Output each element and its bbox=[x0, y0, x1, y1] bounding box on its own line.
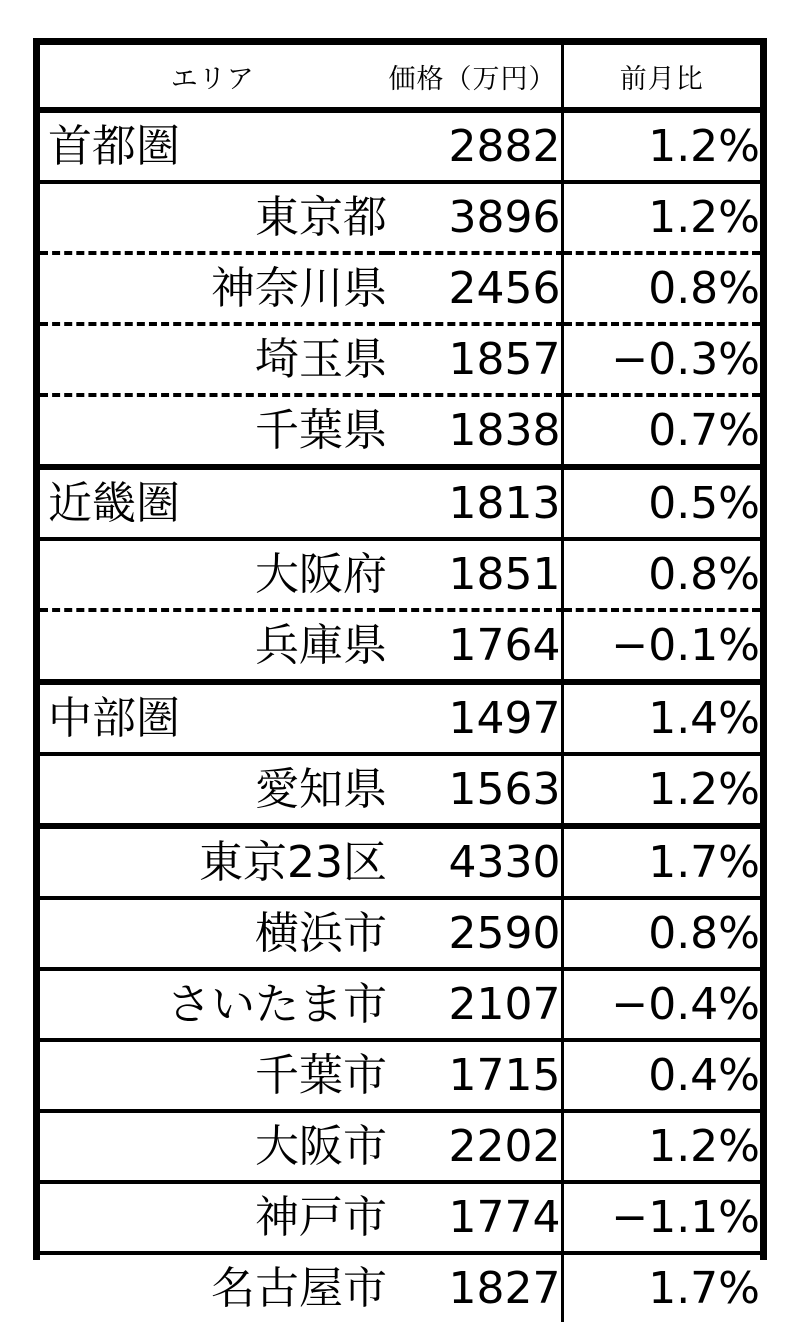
cell-area: 神奈川県 bbox=[40, 253, 387, 324]
cell-price: 2590 bbox=[387, 898, 562, 969]
cell-area: 大阪市 bbox=[40, 1111, 387, 1182]
column-header-price: 価格（万円） bbox=[387, 45, 562, 110]
cell-price: 3896 bbox=[387, 182, 562, 253]
cell-delta: 1.2% bbox=[562, 754, 760, 826]
cell-price: 1851 bbox=[387, 539, 562, 610]
cell-area: 愛知県 bbox=[40, 754, 387, 826]
table-row bbox=[40, 253, 760, 324]
cell-price: 1838 bbox=[387, 395, 562, 467]
table-header bbox=[40, 45, 760, 110]
cell-delta: 1.2% bbox=[562, 1111, 760, 1182]
table-row bbox=[40, 467, 760, 539]
cell-price: 1497 bbox=[387, 682, 562, 754]
cell-delta: −0.3% bbox=[562, 324, 760, 395]
table-header-row bbox=[40, 45, 760, 110]
cell-delta: −1.1% bbox=[562, 1182, 760, 1253]
table-row bbox=[40, 1182, 760, 1253]
cell-price: 1857 bbox=[387, 324, 562, 395]
table-row bbox=[40, 754, 760, 826]
table-row bbox=[40, 539, 760, 610]
cell-price: 2882 bbox=[387, 110, 562, 182]
cell-delta: 0.8% bbox=[562, 539, 760, 610]
cell-area: 首都圏 bbox=[40, 110, 387, 182]
cell-delta: 1.4% bbox=[562, 682, 760, 754]
table-row bbox=[40, 110, 760, 182]
column-header-delta: 前月比 bbox=[562, 45, 760, 110]
table-body bbox=[40, 110, 760, 1322]
cell-price: 1774 bbox=[387, 1182, 562, 1253]
table-row bbox=[40, 1253, 760, 1322]
cell-area: 千葉市 bbox=[40, 1040, 387, 1111]
table-row bbox=[40, 182, 760, 253]
price-table-container bbox=[33, 38, 767, 1314]
table-row bbox=[40, 324, 760, 395]
cell-price: 1715 bbox=[387, 1040, 562, 1111]
cell-delta: −0.4% bbox=[562, 969, 760, 1040]
cell-area: 名古屋市 bbox=[40, 1253, 387, 1322]
cell-delta: 0.8% bbox=[562, 898, 760, 969]
column-header-area: エリア bbox=[40, 45, 387, 110]
cell-price: 2107 bbox=[387, 969, 562, 1040]
table-row bbox=[40, 610, 760, 682]
cell-delta: 1.7% bbox=[562, 826, 760, 898]
cell-delta: 0.4% bbox=[562, 1040, 760, 1111]
cell-price: 1563 bbox=[387, 754, 562, 826]
cell-delta: 0.5% bbox=[562, 467, 760, 539]
cell-delta: 0.7% bbox=[562, 395, 760, 467]
cell-area: 中部圏 bbox=[40, 682, 387, 754]
cell-delta: 1.2% bbox=[562, 110, 760, 182]
table-row bbox=[40, 1040, 760, 1111]
cell-price: 1764 bbox=[387, 610, 562, 682]
cell-area: 東京都 bbox=[40, 182, 387, 253]
table-row bbox=[40, 826, 760, 898]
cell-area: 近畿圏 bbox=[40, 467, 387, 539]
table-row bbox=[40, 969, 760, 1040]
cell-area: 兵庫県 bbox=[40, 610, 387, 682]
table-row bbox=[40, 898, 760, 969]
cell-delta: 1.2% bbox=[562, 182, 760, 253]
cell-area: 神戸市 bbox=[40, 1182, 387, 1253]
cell-area: 東京23区 bbox=[40, 826, 387, 898]
price-table bbox=[40, 45, 760, 1322]
cell-price: 1813 bbox=[387, 467, 562, 539]
cell-delta: 0.8% bbox=[562, 253, 760, 324]
cell-price: 1827 bbox=[387, 1253, 562, 1322]
cell-area: 横浜市 bbox=[40, 898, 387, 969]
cell-price: 2202 bbox=[387, 1111, 562, 1182]
table-row bbox=[40, 395, 760, 467]
table-row bbox=[40, 1111, 760, 1182]
cell-delta: 1.7% bbox=[562, 1253, 760, 1322]
cell-area: 千葉県 bbox=[40, 395, 387, 467]
cell-delta: −0.1% bbox=[562, 610, 760, 682]
cell-area: 大阪府 bbox=[40, 539, 387, 610]
cell-area: さいたま市 bbox=[40, 969, 387, 1040]
cell-area: 埼玉県 bbox=[40, 324, 387, 395]
table-row bbox=[40, 682, 760, 754]
cell-price: 2456 bbox=[387, 253, 562, 324]
cell-price: 4330 bbox=[387, 826, 562, 898]
